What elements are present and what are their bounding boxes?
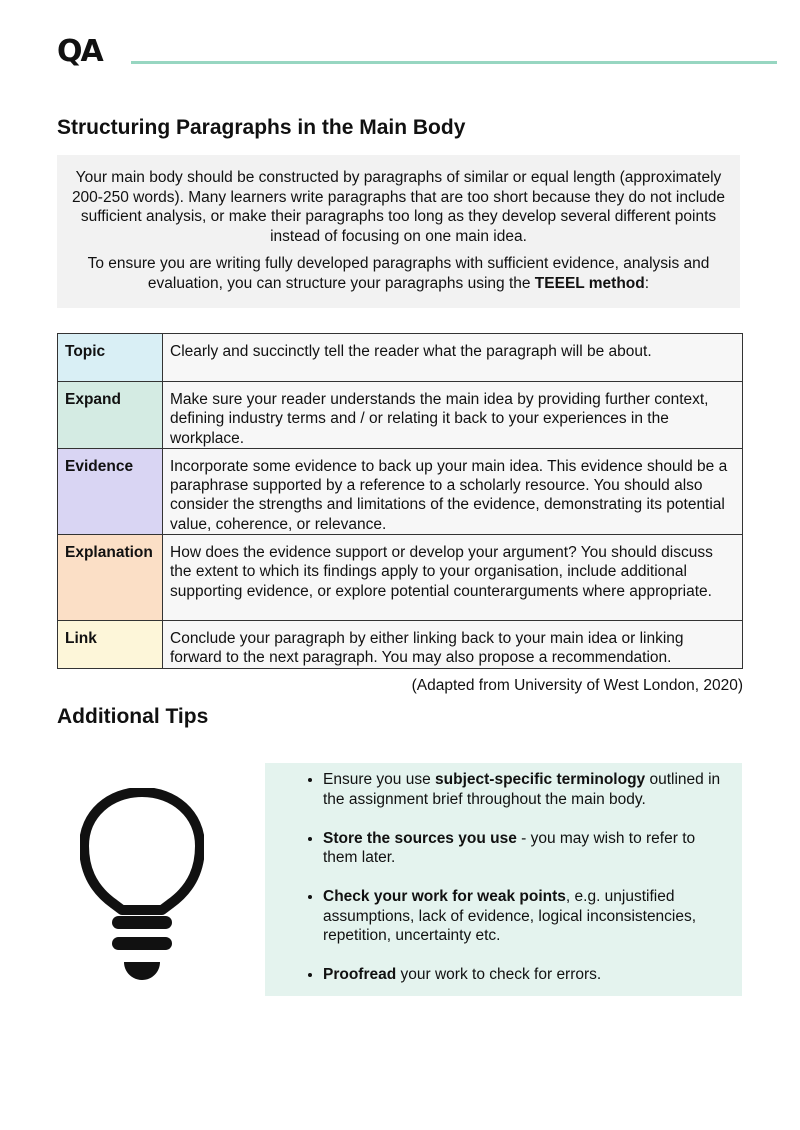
list-item [323,887,732,946]
tip-text: your work to check for errors. [396,966,602,983]
tip-emphasis: subject-specific terminology [435,771,646,788]
tip-text: Ensure you use [323,771,436,788]
table-row-topic [58,334,743,382]
tip-text: outlined in the assignment brief throughout the main body. [323,771,721,808]
intro-paragraph-2 [69,254,728,293]
table-row-evidence [58,448,743,534]
table-row-expand [58,382,743,449]
term-cell: Explanation [58,535,163,621]
table-row-explanation [58,535,743,621]
description-cell: Incorporate some evidence to back up your main idea. This evidence should be a paraphrase supported by a reference to a scholarly resource. You should also consider the strengths and limitations of the evidence, demonstrating its potential value, coherence, or relevance. [163,448,743,534]
intro-box [57,155,740,308]
tip-emphasis: Store the sources you use [323,829,517,847]
source-citation: (Adapted from University of West London, 2020) [411,677,743,694]
page-title: Structuring Paragraphs in the Main Body [57,116,466,139]
term-cell: Expand [58,382,163,449]
tips-list [265,770,732,985]
intro-paragraph-1: Your main body should be constructed by paragraphs of similar or equal length (approximately 200-250 words). Many learners write paragraphs that are too short because they do not include sufficient analysis, or make their paragraphs too long as they develop several different points instead of focusing on one main idea. [71,169,726,245]
term-cell: Topic [58,334,163,382]
teeel-table [57,333,743,669]
description-cell: Make sure your reader understands the main idea by providing further context, defining industry terms and / or relating it back to your experiences in the workplace. [163,382,743,449]
list-item [323,829,732,868]
intro-paragraph-2-text: To ensure you are writing fully developed paragraphs with sufficient evidence, analysis and evaluation, you can structure your paragraphs using the [87,255,710,292]
description-cell: Conclude your paragraph by either linking back to your main idea or linking forward to the next paragraph. You may also propose a recommendation. [163,621,743,669]
list-item [323,965,732,985]
tip-emphasis: Check your work for weak points [323,888,566,905]
lightbulb-icon [80,788,204,984]
tip-text: - you may wish to refer to them later. [323,829,696,866]
list-item [323,770,732,809]
term-cell: Link [58,621,163,669]
description-cell: How does the evidence support or develop your argument? You should discuss the extent to which its findings apply to your organisation, include additional supporting evidence, or explore potential counterarguments where appropriate. [163,535,743,621]
header-divider [131,61,777,64]
qa-logo: QA [57,34,102,69]
term-cell: Evidence [58,448,163,534]
description-cell: Clearly and succinctly tell the reader what the paragraph will be about. [163,334,743,382]
intro-paragraph-2-end: : [644,274,650,292]
tip-emphasis: Proofread [323,966,397,983]
table-row-link [58,621,743,669]
teeel-method-label: TEEEL method [534,274,645,292]
page-header [57,36,777,68]
tips-box [265,763,742,996]
additional-tips-heading: Additional Tips [57,705,209,728]
tip-text: , e.g. unjustified assumptions, lack of evidence, logical inconsistencies, repetition, uncertainty etc. [323,888,697,944]
